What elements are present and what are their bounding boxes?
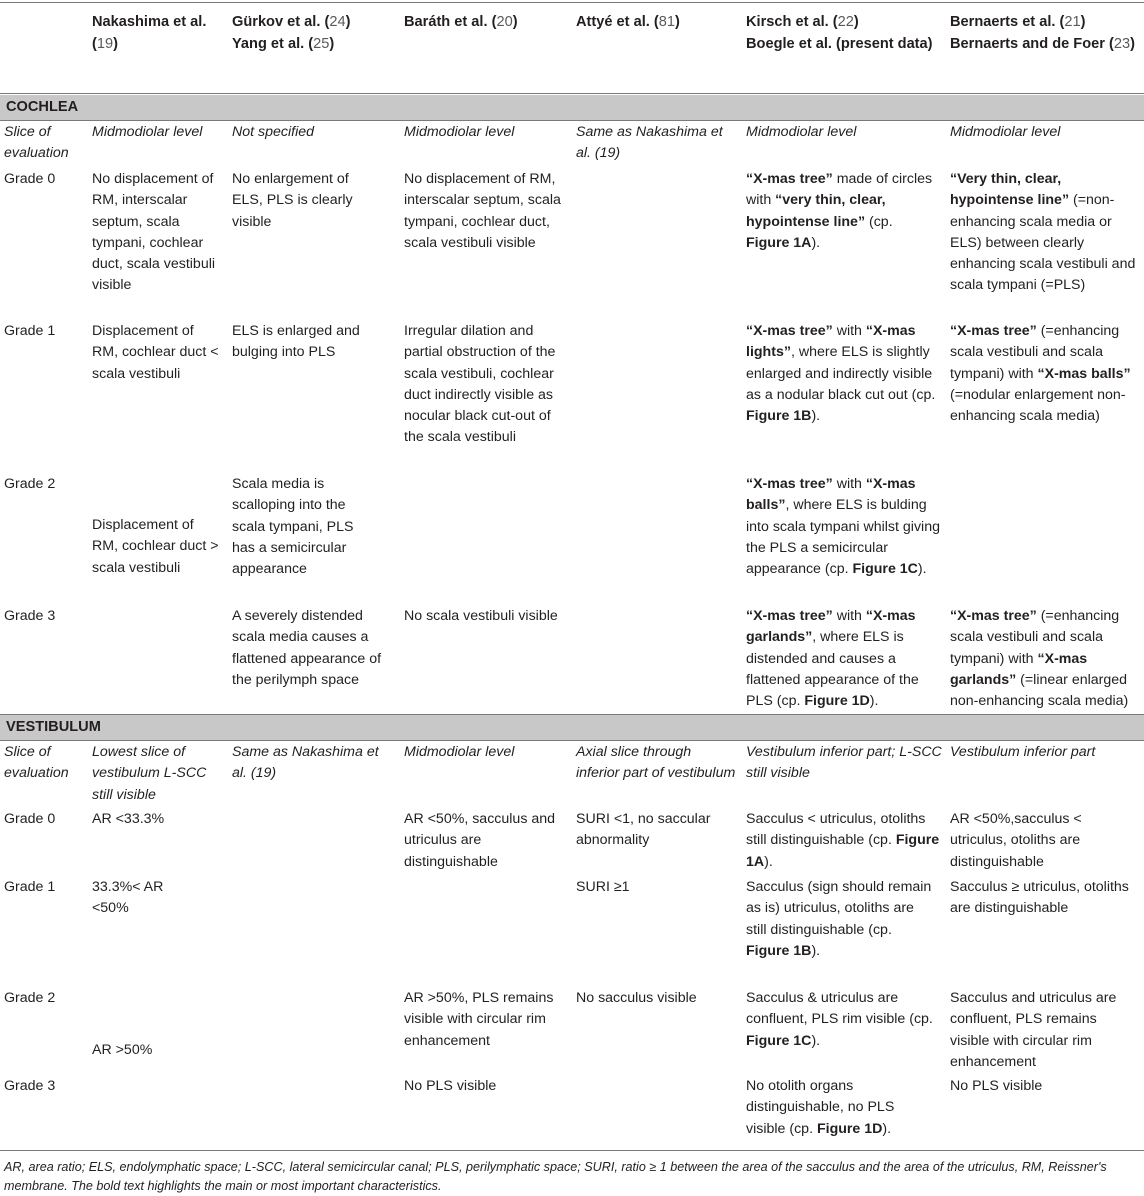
table-cell: “X-mas tree” with “X-mas garlands”, where ELS is distended and causes a flattened appearance of the PLS (cp. Figure 1D). xyxy=(746,608,919,710)
column-header-bernaerts: Bernaerts et al. (21) Bernaerts and de Foer (23) xyxy=(950,14,1135,52)
table-cell: “X-mas tree” (=enhancing scala vestibuli and scala tympani) with “X-mas balls” (=nodular enlargement non-enhancing scala media) xyxy=(950,323,1131,425)
table-cell: Same as Nakashima et al. (19) xyxy=(576,124,723,162)
table-bottom-rule xyxy=(0,1150,1144,1151)
table-cell: No sacculus visible xyxy=(576,990,697,1006)
table-cell: No scala vestibuli visible xyxy=(404,608,558,624)
table-cell: “X-mas tree” (=enhancing scala vestibuli and scala tympani) with “X-mas garlands” (=linear enlarged non-enhancing scala media) xyxy=(950,608,1129,710)
table-cell: SURI <1, no saccular abnormality xyxy=(576,811,711,849)
table-cell: Sacculus & utriculus are confluent, PLS rim visible (cp. Figure 1C). xyxy=(746,990,933,1049)
table-footnote: AR, area ratio; ELS, endolymphatic space; L-SCC, lateral semicircular canal; PLS, perilymphatic space; SURI, ratio ≥ 1 between the area of the sacculus and the area of the utriculus, RM, Reissner's membrane. The bold text highlights the main or most important characteristics. xyxy=(4,1160,1107,1193)
row-label: Slice of evaluation xyxy=(4,744,69,782)
table-cell: Sacculus < utriculus, otoliths still distinguishable (cp. Figure 1A). xyxy=(746,811,940,870)
table-cell: AR >50%, PLS remains visible with circular rim enhancement xyxy=(404,990,554,1049)
table-cell: Scala media is scalloping into the scala tympani, PLS has a semicircular appearance xyxy=(232,476,354,578)
table-cell: AR <33.3% xyxy=(92,811,165,827)
table-cell: Sacculus and utriculus are confluent, PLS remains visible with circular rim enhancement xyxy=(950,990,1117,1070)
table-cell: Same as Nakashima et al. (19) xyxy=(232,744,379,782)
table-cell: Axial slice through inferior part of vestibulum xyxy=(576,744,736,782)
section-header-cochlea: COCHLEA xyxy=(0,95,1144,120)
table-cell: SURI ≥1 xyxy=(576,879,630,895)
table-cell: 33.3%< AR <50% xyxy=(92,879,164,917)
table-cell: No displacement of RM, interscalar septum, scala tympani, cochlear duct, scala vestibuli visible xyxy=(92,171,216,294)
row-label: Grade 1 xyxy=(4,323,56,339)
table-cell: Midmodiolar level xyxy=(404,744,515,760)
table-cell: Vestibulum inferior part; L-SCC still visible xyxy=(746,744,942,782)
table-cell: AR >50% xyxy=(92,1042,153,1058)
row-label: Grade 1 xyxy=(4,879,56,895)
table-cell: Displacement of RM, cochlear duct < scala vestibuli xyxy=(92,323,219,382)
section-rule xyxy=(0,93,1144,94)
section-rule xyxy=(0,120,1144,121)
table-cell: Lowest slice of vestibulum L-SCC still visible xyxy=(92,744,207,803)
table-cell: Midmodiolar level xyxy=(404,124,515,140)
table-cell: “Very thin, clear, hypointense line” (=non-enhancing scala media or ELS) between clearly enhancing scala vestibuli and scala tympani (=PLS) xyxy=(950,171,1136,294)
table-cell: Midmodiolar level xyxy=(746,124,857,140)
table-cell: ELS is enlarged and bulging into PLS xyxy=(232,323,360,361)
table-cell: No enlargement of ELS, PLS is clearly visible xyxy=(232,171,353,230)
table-cell: Midmodiolar level xyxy=(950,124,1061,140)
section-rule xyxy=(0,740,1144,741)
column-header-nakashima: Nakashima et al. (19) xyxy=(92,14,207,52)
table-cell: “X-mas tree” made of circles with “very thin, clear, hypointense line” (cp. Figure 1A). xyxy=(746,171,933,251)
column-header-kirsch: Kirsch et al. (22) Boegle et al. (present data) xyxy=(746,14,933,52)
table-cell: “X-mas tree” with “X-mas balls”, where ELS is bulding into scala tympani whilst giving the PLS a semicircular appearance (cp. Figure 1C). xyxy=(746,476,940,578)
table-top-rule xyxy=(0,2,1144,3)
row-label: Grade 0 xyxy=(4,171,56,187)
row-label: Grade 3 xyxy=(4,1078,56,1094)
table-cell: Not specified xyxy=(232,124,315,140)
row-label: Slice of evaluation xyxy=(4,124,69,162)
row-label: Grade 2 xyxy=(4,476,56,492)
table-cell: Sacculus (sign should remain as is) utriculus, otoliths are still distinguishable (cp. Figure 1B). xyxy=(746,879,932,959)
row-label: Grade 3 xyxy=(4,608,56,624)
table-cell: A severely distended scala media causes a flattened appearance of the perilymph space xyxy=(232,608,382,688)
section-header-vestibulum: VESTIBULUM xyxy=(0,715,1144,740)
column-header-barath: Baráth et al. (20) xyxy=(404,14,518,30)
table-cell: Midmodiolar level xyxy=(92,124,203,140)
table-cell: No displacement of RM, interscalar septum, scala tympani, cochlear duct, scala vestibuli visible xyxy=(404,171,561,251)
table-cell: “X-mas tree” with “X-mas lights”, where ELS is slightly enlarged and indirectly visible as a nodular black cut out (cp. Figure 1B). xyxy=(746,323,936,425)
table-cell: No otolith organs distinguishable, no PLS visible (cp. Figure 1D). xyxy=(746,1078,895,1137)
table-cell: AR <50%, sacculus and utriculus are distinguishable xyxy=(404,811,556,870)
column-header-gurkov: Gürkov et al. (24) Yang et al. (25) xyxy=(232,14,351,52)
table-cell: No PLS visible xyxy=(950,1078,1043,1094)
table-cell: Displacement of RM, cochlear duct > scala vestibuli xyxy=(92,517,219,576)
table-cell: AR <50%,sacculus < utriculus, otoliths are distinguishable xyxy=(950,811,1082,870)
table-cell: No PLS visible xyxy=(404,1078,497,1094)
row-label: Grade 2 xyxy=(4,990,56,1006)
table-cell: Vestibulum inferior part xyxy=(950,744,1096,760)
column-header-attye: Attyé et al. (81) xyxy=(576,14,680,30)
table-cell: Irregular dilation and partial obstruction of the scala vestibuli, cochlear duct indirectly visible as nocular black cut-out of the scala vestibuli xyxy=(404,323,556,446)
table-cell: Sacculus ≥ utriculus, otoliths are distinguishable xyxy=(950,879,1129,917)
row-label: Grade 0 xyxy=(4,811,56,827)
